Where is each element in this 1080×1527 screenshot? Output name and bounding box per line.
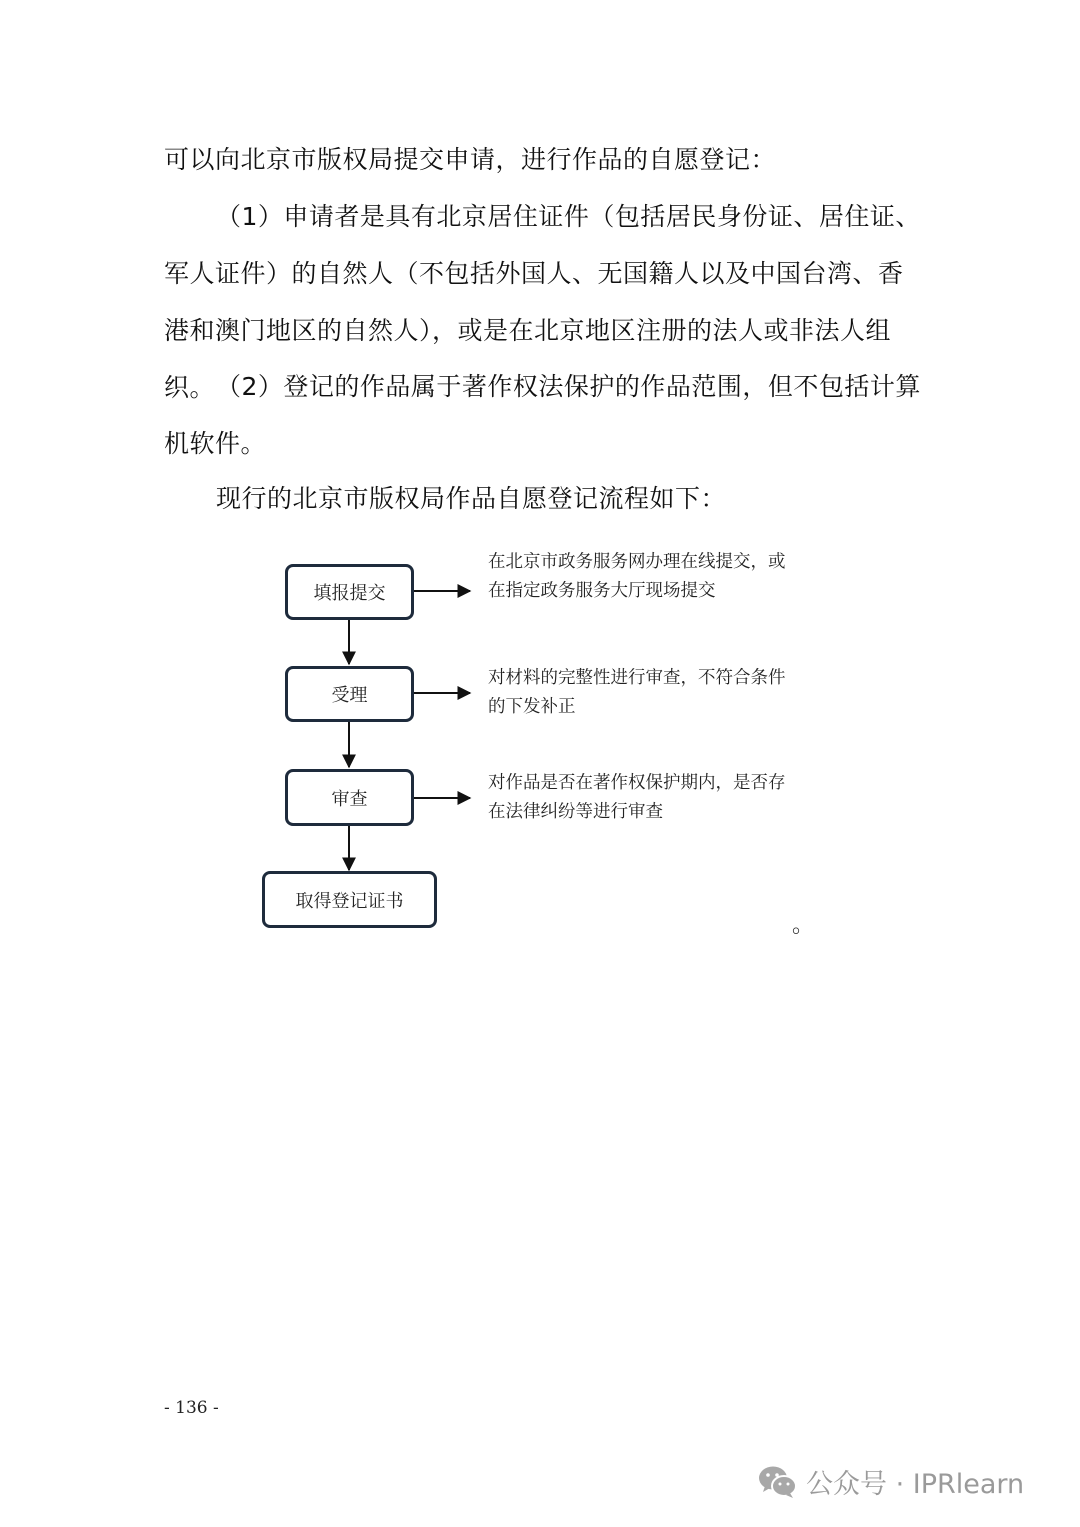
flow-note-submit: 在北京市政务服务网办理在线提交，或在指定政务服务大厅现场提交 — [488, 552, 786, 601]
condition-1-paragraph: （1）申请者是具有北京居住证件（包括居民身份证、居住证、军人证件）的自然人（不包括外国人、无国籍人以及中国台湾、香港和澳门地区的自然人），或是在北京地区注册的法人或非法人组织。 — [164, 202, 921, 402]
condition-2-paragraph: （2）登记的作品属于著作权法保护的作品范围，但不包括计算机软件。 — [164, 372, 921, 458]
flow-step-accept: 受理 — [285, 666, 414, 722]
flow-note-accept: 对材料的完整性进行审查，不符合条件的下发补正 — [488, 668, 786, 717]
flow-step-submit: 填报提交 — [285, 564, 414, 620]
watermark — [758, 1462, 1024, 1501]
flow-intro-paragraph: 现行的北京市版权局作品自愿登记流程如下： — [216, 484, 727, 513]
flow-step-review: 审查 — [285, 769, 414, 826]
watermark-text: 公众号 · IPRlearn — [806, 1469, 1025, 1500]
intro-paragraph: 可以向北京市版权局提交申请，进行作品的自愿登记： — [164, 145, 777, 174]
stray-period-mark: 。 — [792, 913, 815, 938]
wechat-icon — [758, 1465, 798, 1499]
page-number: - 136 - — [164, 1398, 219, 1418]
flow-step-certificate: 取得登记证书 — [262, 871, 437, 928]
flow-note-review: 对作品是否在著作权保护期内，是否存在法律纠纷等进行审查 — [488, 773, 786, 822]
